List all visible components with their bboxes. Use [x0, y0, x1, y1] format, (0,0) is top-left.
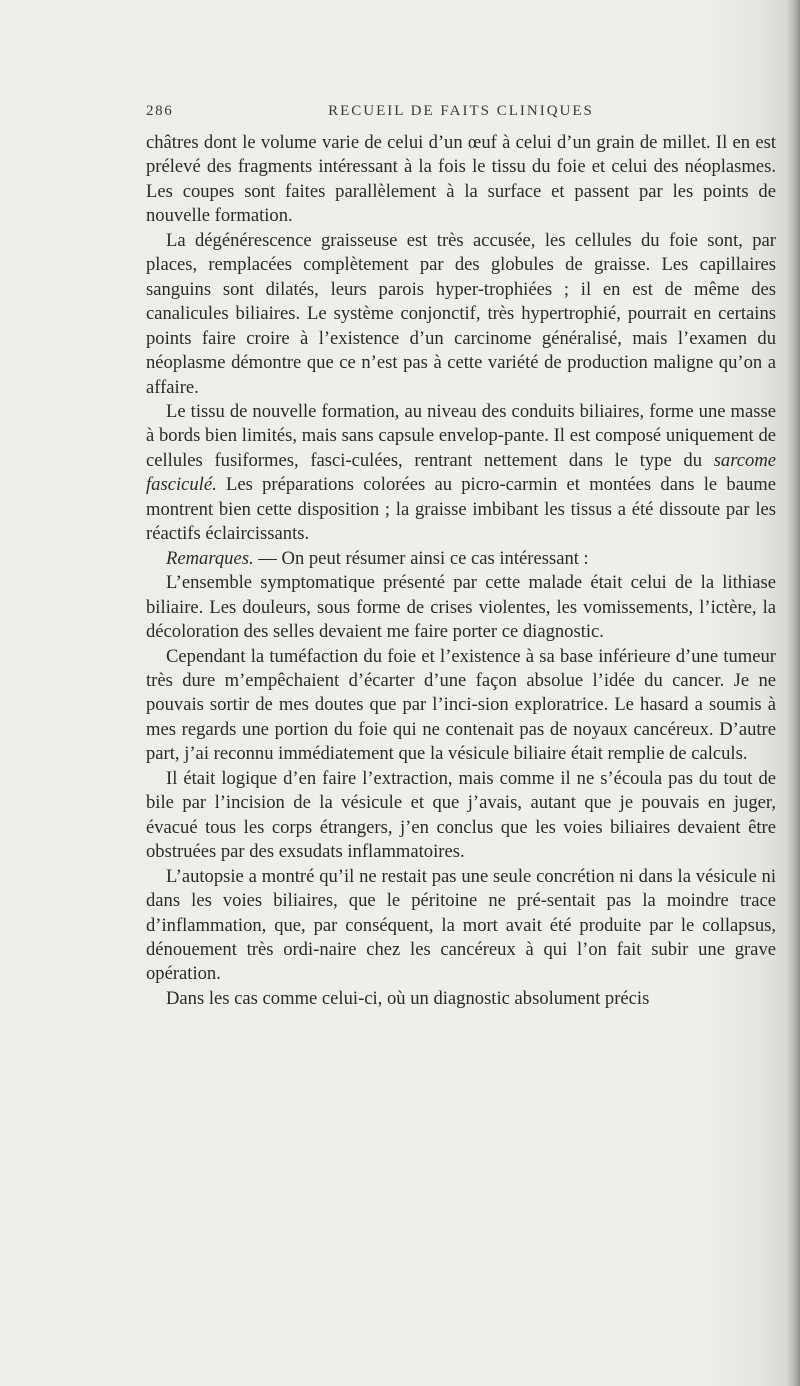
paragraph-8: L’autopsie a montré qu’il ne restait pas une seule concrétion ni dans la vésicule ni dans les voies biliaires, que le péritoine ne pré-sentait pas la moindre trace d’inflammation, que, par conséquent, la mort avait été produite par le collapsus, dénouement très ordi-naire chez les cancéreux à qui l’on fait subir une grave opération. [146, 865, 776, 985]
remarks-text: — On peut résumer ainsi ce cas intéressant : [253, 547, 589, 569]
page-number: 286 [146, 103, 174, 119]
remarks-heading: Remarques. [166, 547, 254, 569]
paragraph-3-text-end: Les préparations colorées au picro-carmin et montées dans le baume montrent bien cette disposition ; la graisse imbibant les tissus a été dissoute par les réactifs éclaircissants. [146, 474, 776, 545]
paragraph-2: La dégénérescence graisseuse est très accusée, les cellules du foie sont, par places, remplacées complètement par des globules de graisse. Les capillaires sanguins sont dilatés, leurs parois hyper-trophiées ; il en est de même des canalicules biliaires. Le système conjonctif, très hypertrophié, pourrait en certains points faire croire à l’existence d’un carcinome généralisé, mais l’examen du néoplasme démontre que ce n’est pas à cette variété de production maligne qu’on a affaire. [146, 229, 776, 398]
paragraph-3 [146, 400, 776, 547]
paragraph-9: Dans les cas comme celui-ci, où un diagnostic absolument précis [166, 987, 650, 1009]
paragraph-remarks [146, 547, 776, 571]
paragraph-5: L’ensemble symptomatique présenté par cette malade était celui de la lithiase biliaire. Les douleurs, sous forme de crises violentes, les vomissements, l’ictère, la décoloration des selles devaient me faire porter ce diagnostic. [146, 572, 776, 643]
page-header [146, 103, 776, 123]
paragraph-7: Il était logique d’en faire l’extraction, mais comme il ne s’écoula pas du tout de bile par l’incision de la vésicule et que j’avais, autant que je pouvais en juger, évacué tous les corps étrangers, j’en conclus que les voies biliaires devaient être obstruées par des exsudats inflammatoires. [146, 767, 776, 863]
paragraph-1: châtres dont le volume varie de celui d’un œuf à celui d’un grain de millet. Il en est prélevé des fragments intéressant à la fois le tissu du foie et celui des néoplasmes. Les coupes sont faites parallèlement à la surface et passent par les points de nouvelle formation. [146, 132, 776, 227]
paragraph-6: Cependant la tuméfaction du foie et l’existence à sa base inférieure d’une tumeur très dure m’empêchaient d’écarter d’une façon absolue l’idée du cancer. Je ne pouvais sortir de mes doutes que par l’inci-sion exploratrice. Le hasard a soumis à mes regards une portion du foie qui ne contenait pas de noyaux cancéreux. D’autre part, j’ai reconnu immédiatement que la vésicule biliaire était remplie de calculs. [146, 645, 776, 765]
paragraph-3-emphasis: sarcome fasciculé. [146, 449, 776, 496]
page-edge-shadow [786, 0, 800, 1386]
paragraph-3-text-start: Le tissu de nouvelle formation, au niveau des conduits biliaires, forme une masse à bords bien limités, mais sans capsule envelop-pante. Il est composé uniquement de cellules fusiformes, fasci-culées, rentrant nettement dans le type du [146, 400, 776, 471]
running-title: RECUEIL DE FAITS CLINIQUES [328, 103, 594, 119]
body-text [146, 131, 776, 1011]
